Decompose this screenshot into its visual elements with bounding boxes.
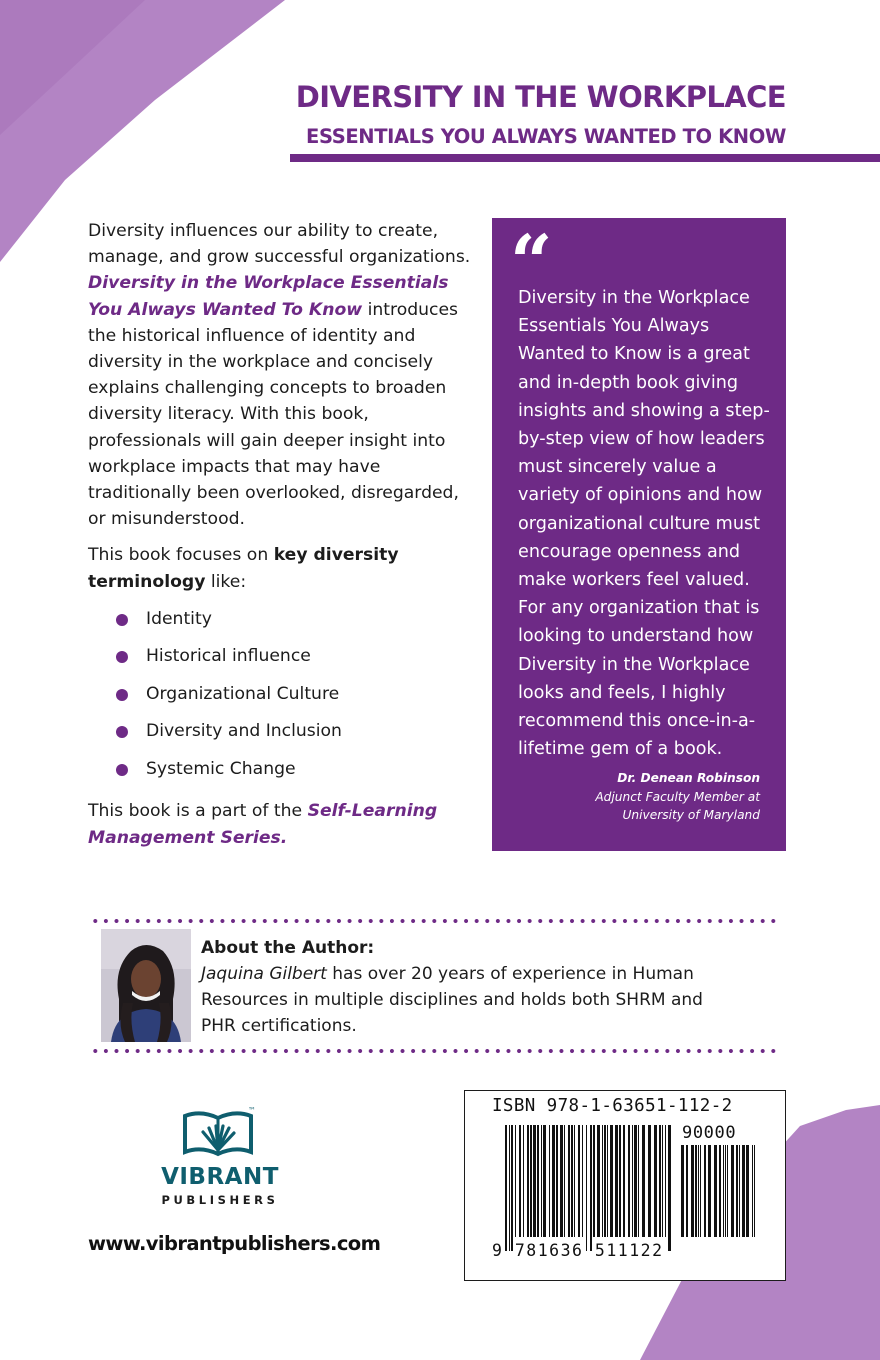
barcode-bar (695, 1145, 697, 1237)
barcode-bar (574, 1125, 575, 1237)
barcode-bar (623, 1125, 625, 1237)
barcode-bar (642, 1125, 645, 1237)
barcode-bar (615, 1125, 618, 1237)
barcode-bar (564, 1125, 565, 1237)
trademark-symbol: ™ (248, 1106, 256, 1115)
barcode-bar (714, 1145, 717, 1237)
barcode-bar (668, 1125, 671, 1251)
bullet-icon (116, 764, 128, 776)
terminology-emphasis: key diversity terminology (88, 545, 399, 592)
barcode-bar (727, 1145, 728, 1237)
about-author (201, 935, 721, 1039)
publisher-subname: PUBLISHERS (161, 1193, 279, 1207)
book-subtitle: ESSENTIALS YOU ALWAYS WANTED TO KNOW (306, 125, 786, 148)
barcode-bar (736, 1145, 738, 1237)
barcode-bar (523, 1125, 524, 1237)
book-title: DIVERSITY IN THE WORKPLACE (295, 80, 786, 114)
barcode-bar (578, 1125, 580, 1237)
barcode-bar (719, 1145, 721, 1237)
barcode-box (464, 1090, 786, 1281)
description-paragraph (88, 218, 473, 532)
title-underline-bar (290, 154, 880, 162)
barcode-bar (552, 1125, 555, 1237)
dotted-divider-bottom (90, 1049, 780, 1053)
barcode-bar (686, 1145, 688, 1237)
author-name: Jaquina Gilbert (201, 964, 327, 984)
ean-barcode-bars (505, 1125, 671, 1251)
barcode-bar (515, 1125, 516, 1237)
barcode-bar (725, 1145, 726, 1237)
terminology-intro: This book focuses on key diversity terminology like: (88, 545, 399, 592)
testimonial-author-name: Dr. Denean Robinson (617, 771, 760, 785)
testimonial-author-role: Adjunct Faculty Member at (595, 789, 760, 804)
barcode-bar (708, 1145, 711, 1237)
barcode-bar (754, 1145, 755, 1237)
description-body: introduces the historical influence of identity and diversity in the workplace and concisely explains challenging concepts to broaden diversity literacy. With this book, professionals will gain deeper insight into workplace impacts that may have traditionally been overlooked, disregarded, or misunderstood. (88, 299, 459, 530)
barcode-bar (511, 1125, 513, 1251)
testimonial-text: Diversity in the Workplace Essentials You Always Wanted to Know is a great and in-depth book giving insights and showing a step-by-step view of how leaders must sincerely value a variety of opinions and how organizational culture must encourage openness and make workers feel valued. For any organization that is looking to understand how Diversity in the Workplace looks and feels, I highly recommend this once-in-a-lifetime gem of a book. (518, 288, 770, 760)
bullet-icon (116, 651, 128, 663)
barcode-bar (541, 1125, 542, 1237)
barcode-bar (742, 1145, 745, 1237)
barcode-bar (560, 1125, 563, 1237)
list-item: Identity (116, 601, 473, 639)
barcode-bar (537, 1125, 539, 1237)
barcode-bar (681, 1145, 684, 1237)
author-photo (101, 929, 191, 1042)
description-intro: Diversity influences our ability to create, manage, and grow successful organizations. (88, 221, 471, 268)
barcode-bar (700, 1145, 701, 1237)
publisher-name: VIBRANT (161, 1164, 279, 1190)
barcode-bar (704, 1145, 706, 1237)
barcode-bar (549, 1125, 550, 1237)
barcode-bar (509, 1125, 510, 1251)
barcode-bar (659, 1125, 661, 1237)
barcode-bar (638, 1125, 639, 1237)
barcode-price-code: 90000 (682, 1123, 737, 1143)
quote-mark-icon: “ (510, 220, 553, 306)
barcode-bar (530, 1125, 532, 1237)
barcode-bar (602, 1125, 603, 1237)
bullet-icon (116, 689, 128, 701)
list-item: Organizational Culture (116, 676, 473, 714)
isbn-text: ISBN 978-1-63651-112-2 (492, 1096, 733, 1116)
series-name: Self-Learning Management Series. (88, 801, 438, 848)
testimonial-author-institution: University of Maryland (622, 808, 760, 822)
barcode-bar (533, 1125, 536, 1237)
list-item: Historical influence (116, 638, 473, 676)
about-author-heading: About the Author: (201, 938, 375, 958)
publisher-logo (150, 1106, 290, 1220)
barcode-bar (527, 1125, 529, 1237)
barcode-bar (505, 1125, 507, 1251)
barcode-bar (739, 1145, 740, 1237)
barcode-bar (731, 1145, 734, 1237)
barcode-bar (648, 1125, 651, 1237)
list-item: Systemic Change (116, 751, 473, 789)
barcode-bar (619, 1125, 621, 1237)
barcode-bar (607, 1125, 608, 1237)
description-book-title: Diversity in the Workplace Essentials You Always Wanted To Know (88, 273, 449, 320)
bullet-icon (116, 614, 128, 626)
publisher-website: www.vibrantpublishers.com (88, 1232, 381, 1255)
addon-barcode-bars (681, 1145, 759, 1251)
barcode-bar (571, 1125, 573, 1237)
barcode-bar (610, 1125, 613, 1237)
barcode-bar (543, 1125, 546, 1237)
terminology-list (88, 601, 473, 789)
list-item: Diversity and Inclusion (116, 713, 473, 751)
barcode-bar (723, 1145, 724, 1237)
dotted-divider-top (90, 919, 780, 923)
barcode-bar (582, 1125, 583, 1237)
testimonial-box (492, 218, 786, 851)
barcode-bar (586, 1125, 587, 1251)
barcode-bar (519, 1125, 521, 1237)
barcode-bar (752, 1145, 753, 1237)
barcode-bar (556, 1125, 558, 1237)
book-description (88, 218, 473, 861)
barcode-bar (632, 1125, 633, 1237)
series-note: This book is a part of the Self-Learning Management Series. (88, 801, 438, 848)
barcode-bar (665, 1125, 666, 1237)
barcode-bar (662, 1125, 663, 1237)
barcode-bar (698, 1145, 699, 1237)
barcode-bar (746, 1145, 749, 1237)
barcode-bar (590, 1125, 592, 1251)
bullet-icon (116, 726, 128, 738)
testimonial-attribution (595, 769, 760, 825)
author-portrait-image (101, 929, 191, 1042)
barcode-bar (593, 1125, 595, 1237)
barcode-bar (597, 1125, 600, 1237)
barcode-bar (628, 1125, 630, 1237)
barcode-bar (691, 1145, 694, 1237)
open-book-icon (181, 1110, 255, 1160)
author-bio: has over 20 years of experience in Human Resources in multiple disciplines and holds both SHRM and PHR certifications. (201, 964, 703, 1036)
barcode-bar (604, 1125, 606, 1237)
ean-digits: 9 781636 511122 (492, 1241, 664, 1260)
barcode-bar (654, 1125, 657, 1237)
barcode-bar (568, 1125, 570, 1237)
barcode-bar (634, 1125, 637, 1237)
